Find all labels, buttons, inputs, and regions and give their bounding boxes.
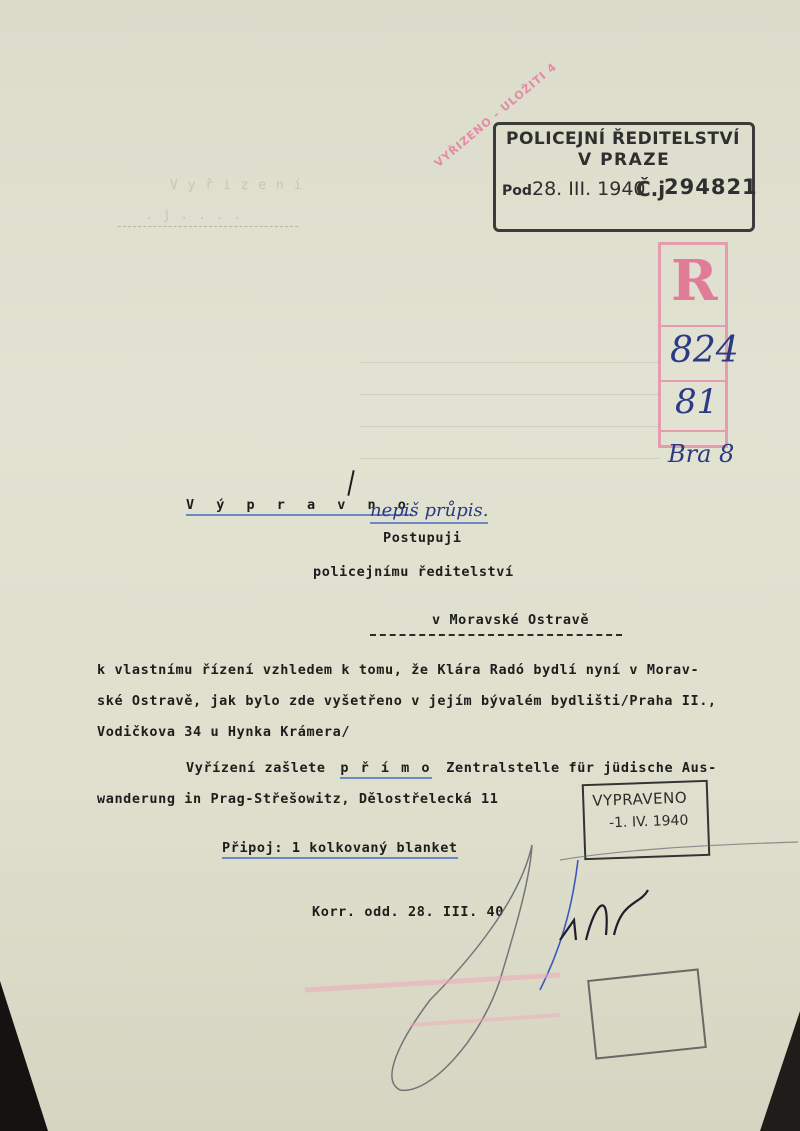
registry-entry-2: 81: [675, 382, 719, 422]
handwritten-note: nepiš průpis.: [370, 500, 488, 521]
paragraph2-line2: wanderung in Prag-Střešowitz, Dělostřelecká 11: [97, 791, 499, 807]
korr-text: Korr. odd. 28. III. 40: [312, 904, 505, 920]
faint-header-underline: [118, 226, 298, 227]
page-corner-bottom-right: [760, 1011, 800, 1131]
faint-header-line-2: . j . . . .: [145, 208, 243, 223]
paragraph1-line1: k vlastnímu řízení vzhledem k tomu, že Klára Radó bydlí nyní v Morav-: [97, 662, 700, 678]
stamp-line-1: POLICEJNÍ ŘEDITELSTVÍ: [506, 129, 740, 149]
postupuji-text: Postupuji: [383, 530, 462, 546]
stamp-date-prefix: Pod: [502, 183, 532, 199]
vypravno-mark: [347, 470, 354, 496]
paragraph2-vyrizeni: Vyřízení zašlete: [186, 760, 326, 776]
pink-smudge-2: [410, 1015, 560, 1025]
signature-blue-stroke: [540, 860, 578, 990]
paragraph2-primo: p ř í m o: [340, 760, 431, 779]
vypraveno-title: VYPRAVENO: [591, 788, 688, 810]
city-text: v Moravské Ostravě: [432, 612, 590, 628]
vypraveno-date: -1. IV. 1940: [608, 812, 689, 832]
faint-header-line-1: V y ř i z e n í: [170, 178, 303, 193]
paragraph2-line1: [186, 760, 717, 776]
stamp-ref-number: 294821: [664, 175, 758, 199]
registry-entry-1: 824: [670, 330, 739, 371]
paragraph2-zentralstelle: Zentralstelle für jüdische Aus-: [446, 760, 717, 776]
signature-pencil-loop: [392, 845, 532, 1090]
page-corner-bottom-left: [0, 981, 48, 1131]
recipient-text: policejnímu ředitelství: [313, 564, 514, 580]
faint-box-stamp: [588, 969, 706, 1058]
faint-showthrough-block: [360, 350, 660, 490]
registry-letter: R: [671, 248, 718, 314]
pink-smudge-1: [305, 975, 560, 990]
stamp-line-2: V PRAZE: [578, 150, 671, 170]
paragraph1-line2: ské Ostravě, jak bylo zde vyšetřeno v jejím bývalém bydlišti/Praha II.,: [97, 693, 717, 709]
police-directorate-stamp: [493, 122, 758, 232]
vypravno-label: V ý p r a v n o: [186, 497, 413, 513]
pink-diagonal-stamp: VYŘIZENO - ULOŽITI 4: [432, 60, 560, 170]
vypraveno-stamp: [582, 780, 711, 860]
paragraph1-line3: Vodičkova 34 u Hynka Krámera/: [97, 724, 351, 740]
city-dashed-rule: [370, 634, 622, 636]
stamp-ref-prefix: Č.j: [636, 177, 666, 201]
stamp-date: 28. III. 1940: [532, 178, 646, 200]
pripoj-text: Připoj: 1 kolkovaný blanket: [222, 840, 458, 856]
registry-entry-3: Bra 8: [668, 440, 735, 468]
signature-ink-initials: [560, 890, 648, 940]
